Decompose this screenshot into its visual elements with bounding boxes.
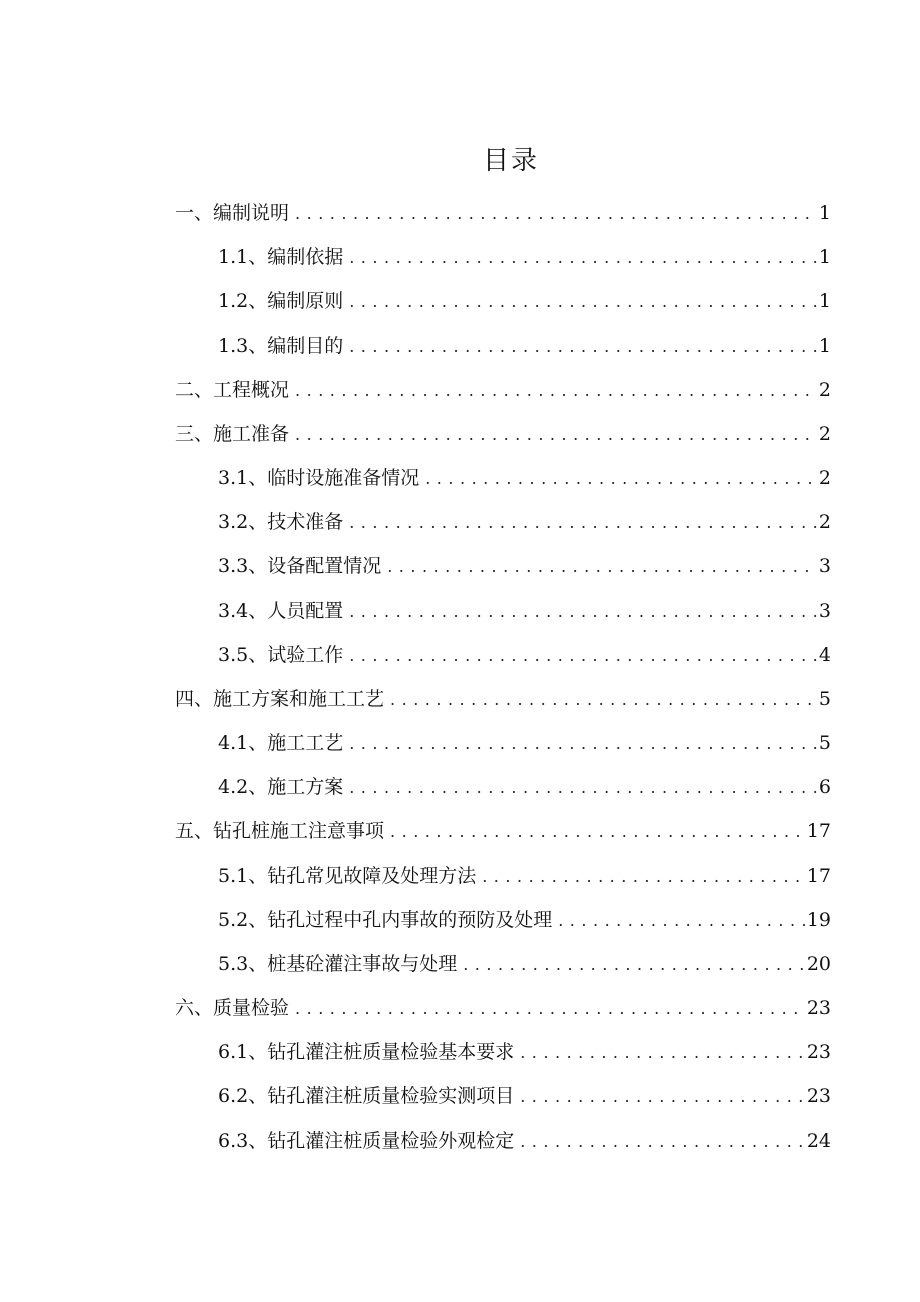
toc-entry-label: 1.3、编制目的 <box>218 335 344 357</box>
toc-entry[interactable] <box>218 551 831 581</box>
toc-entry-label: 六、质量检验 <box>175 997 290 1019</box>
toc-entry-page: 23 <box>806 1041 831 1063</box>
toc-entry-label: 1.1、编制依据 <box>218 246 344 268</box>
toc-entry-page: 5 <box>818 688 831 710</box>
toc-entry-label: 1.2、编制原则 <box>218 290 344 312</box>
toc-entry-label: 一、编制说明 <box>175 202 290 224</box>
toc-entry[interactable] <box>218 596 831 626</box>
toc-leader-dots <box>349 729 817 759</box>
toc-entry-label: 3.3、设备配置情况 <box>218 555 382 577</box>
toc-entry[interactable] <box>218 242 831 272</box>
toc-entry-page: 1 <box>818 202 831 224</box>
toc-entry[interactable] <box>218 728 831 758</box>
toc-leader-dots <box>425 464 817 494</box>
toc-leader-dots <box>349 773 817 803</box>
toc-entry-label: 二、工程概况 <box>175 379 290 401</box>
toc-entry-label: 3.4、人员配置 <box>218 600 344 622</box>
toc-leader-dots <box>390 685 817 715</box>
toc-entry[interactable] <box>218 1081 831 1111</box>
toc-entry-label: 5.3、桩基砼灌注事故与处理 <box>218 953 458 975</box>
toc-entry[interactable] <box>218 1037 831 1067</box>
toc-entry-label: 5.2、钻孔过程中孔内事故的预防及处理 <box>218 909 553 931</box>
toc-leader-dots <box>295 420 817 450</box>
toc-entry[interactable] <box>218 286 831 316</box>
toc-entry-page: 2 <box>818 467 831 489</box>
toc-entry-page: 3 <box>818 600 831 622</box>
toc-entry-page: 6 <box>818 776 831 798</box>
toc-entry-label: 五、钻孔桩施工注意事项 <box>175 820 385 842</box>
toc-leader-dots <box>349 641 817 671</box>
toc-entry-page: 24 <box>806 1130 831 1152</box>
toc-entry-page: 5 <box>818 732 831 754</box>
toc-entry-label: 四、施工方案和施工工艺 <box>175 688 385 710</box>
toc-leader-dots <box>349 508 817 538</box>
toc-leader-dots <box>349 287 817 317</box>
toc-entry-page: 23 <box>806 997 831 1019</box>
page-title: 目录 <box>482 146 539 176</box>
toc-entry-page: 23 <box>806 1085 831 1107</box>
toc-entry[interactable] <box>218 905 831 935</box>
toc-entry-page: 2 <box>818 423 831 445</box>
toc-leader-dots <box>558 906 805 936</box>
toc-entry-label: 3.2、技术准备 <box>218 511 344 533</box>
toc-entry-page: 17 <box>806 865 831 887</box>
toc-leader-dots <box>482 862 805 892</box>
toc-entry-label: 6.3、钻孔灌注桩质量检验外观检定 <box>218 1130 515 1152</box>
toc-entry[interactable] <box>218 861 831 891</box>
toc-entry-label: 5.1、钻孔常见故障及处理方法 <box>218 865 477 887</box>
toc-entry[interactable] <box>175 375 831 405</box>
toc-entry-label: 3.5、试验工作 <box>218 644 344 666</box>
toc-entry-page: 1 <box>818 290 831 312</box>
toc-leader-dots <box>295 199 817 229</box>
toc-entry[interactable] <box>175 684 831 714</box>
toc-entry[interactable] <box>218 507 831 537</box>
toc-leader-dots <box>349 597 817 627</box>
toc-entry-label: 4.2、施工方案 <box>218 776 344 798</box>
toc-leader-dots <box>520 1127 805 1157</box>
toc-leader-dots <box>520 1082 805 1112</box>
toc-entry[interactable] <box>175 816 831 846</box>
toc-entry-page: 1 <box>818 335 831 357</box>
toc-leader-dots <box>463 950 805 980</box>
toc-entry[interactable] <box>218 1126 831 1156</box>
toc-entry-label: 6.2、钻孔灌注桩质量检验实测项目 <box>218 1085 515 1107</box>
toc-entry[interactable] <box>218 949 831 979</box>
toc-entry-label: 4.1、施工工艺 <box>218 732 344 754</box>
toc-entry[interactable] <box>218 772 831 802</box>
toc-entry-label: 6.1、钻孔灌注桩质量检验基本要求 <box>218 1041 515 1063</box>
toc-leader-dots <box>349 332 817 362</box>
toc-entry[interactable] <box>218 640 831 670</box>
toc-entry-page: 3 <box>818 555 831 577</box>
toc-entry[interactable] <box>218 463 831 493</box>
toc-leader-dots <box>349 243 817 273</box>
toc-entry-page: 2 <box>818 511 831 533</box>
toc-entry[interactable] <box>175 993 831 1023</box>
toc-leader-dots <box>390 817 805 847</box>
toc-leader-dots <box>387 552 817 582</box>
toc-leader-dots <box>520 1038 805 1068</box>
toc-entry-page: 1 <box>818 246 831 268</box>
toc-entry[interactable] <box>175 198 831 228</box>
toc-leader-dots <box>295 376 817 406</box>
toc-entry[interactable] <box>218 331 831 361</box>
toc-leader-dots <box>295 994 805 1024</box>
toc-entry-page: 17 <box>806 820 831 842</box>
toc-entry-page: 20 <box>806 953 831 975</box>
toc-entry-label: 3.1、临时设施准备情况 <box>218 467 420 489</box>
toc-entry-label: 三、施工准备 <box>175 423 290 445</box>
toc-entry-page: 4 <box>818 644 831 666</box>
toc-entry[interactable] <box>175 419 831 449</box>
toc-entry-page: 2 <box>818 379 831 401</box>
toc-entry-page: 19 <box>806 909 831 931</box>
